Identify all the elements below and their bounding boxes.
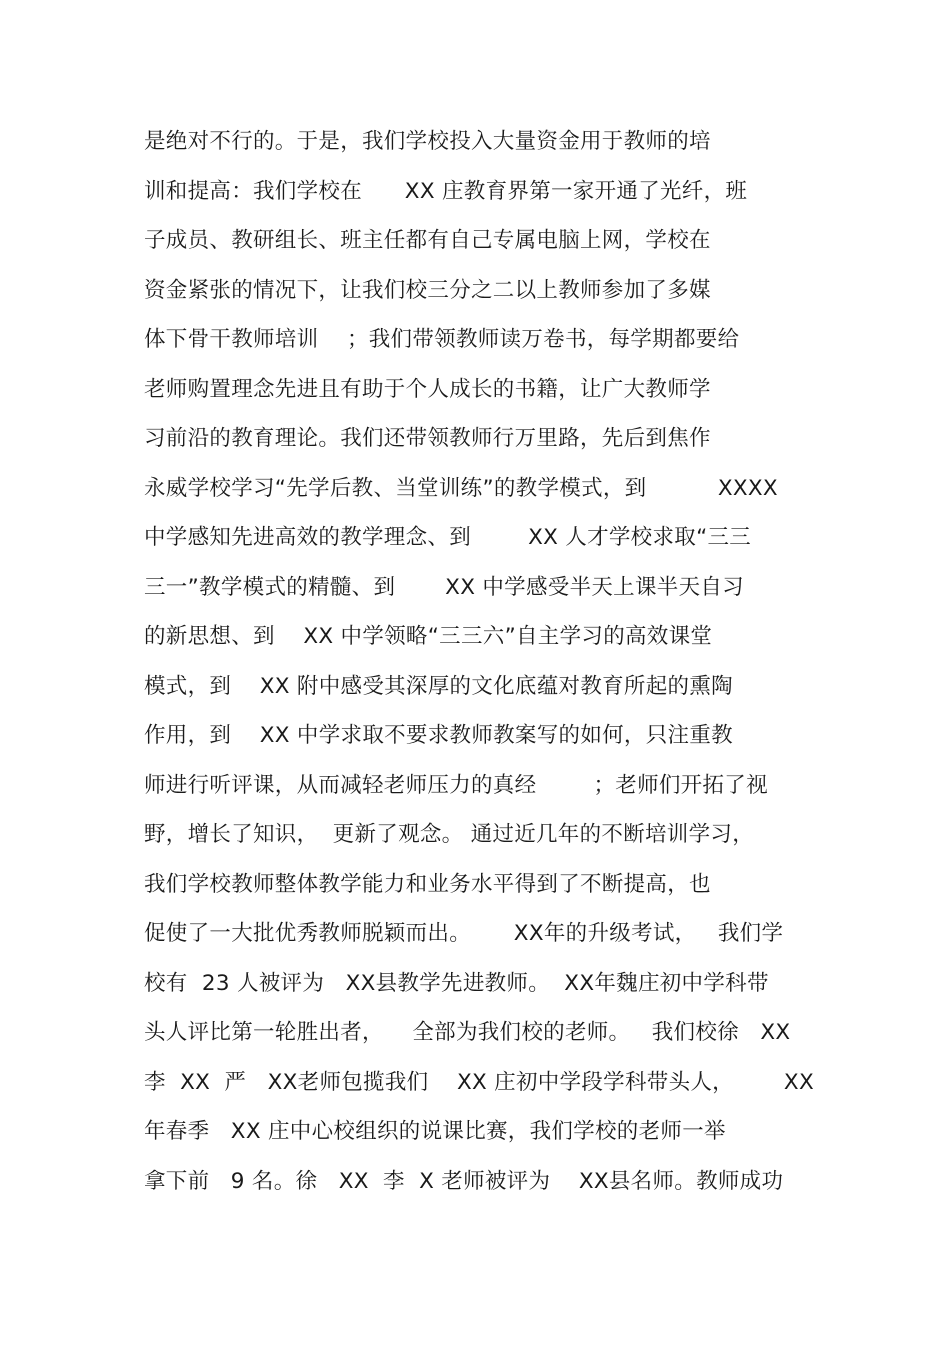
- text-line: 促使了一大批优秀教师脱颖而出。 XX年的升级考试， 我们学: [144, 921, 784, 946]
- text-line: 体下骨干教师培训 ；我们带领教师读万卷书，每学期都要给: [144, 327, 740, 352]
- text-line: 资金紧张的情况下，让我们校三分之二以上教师参加了多媒: [144, 277, 711, 303]
- text-line: 中学感知先进高效的教学理念、到 XX 人才学校求取“三三: [144, 525, 752, 550]
- text-line: 李 XX 严 XX老师包揽我们 XX 庄初中学段学科带头人， XX: [144, 1069, 814, 1095]
- text-line: 是绝对不行的。于是，我们学校投入大量资金用于教师的培: [144, 129, 711, 154]
- text-line: 师进行听评课，从而减轻老师压力的真经 ；老师们开拓了视: [144, 772, 768, 798]
- text-line: 作用，到 XX 中学求取不要求教师教案写的如何，只注重教: [144, 723, 733, 748]
- text-line: 野，增长了知识， 更新了观念。 通过近几年的不断培训学习，: [144, 822, 755, 847]
- text-line: 模式，到 XX 附中感受其深厚的文化底蕴对教育所起的熏陶: [144, 673, 733, 699]
- text-line: 习前沿的教育理论。我们还带领教师行万里路，先后到焦作: [144, 426, 711, 451]
- text-line: 我们学校教师整体教学能力和业务水平得到了不断提高，也: [144, 871, 711, 897]
- text-line: 子成员、教研组长、班主任都有自己专属电脑上网，学校在: [144, 228, 711, 253]
- text-line: 三一”教学模式的精髓、到 XX 中学感受半天上课半天自习: [144, 574, 744, 600]
- body-text: [144, 122, 834, 1211]
- text-line: 年春季 XX 庄中心校组织的说课比赛，我们学校的老师一举: [144, 1119, 726, 1144]
- text-line: 校有 23 人被评为 XX县教学先进教师。 XX年魏庄初中学科带: [144, 970, 769, 996]
- text-line: 训和提高：我们学校在 XX 庄教育界第一家开通了光纤，班: [144, 178, 748, 204]
- text-line: 头人评比第一轮胜出者， 全部为我们校的老师。 我们校徐 XX: [144, 1020, 791, 1045]
- text-line: 的新思想、到 XX 中学领略“三三六”自主学习的高效课堂: [144, 624, 713, 649]
- text-line: 老师购置理念先进且有助于个人成长的书籍，让广大教师学: [144, 376, 711, 402]
- text-line: 拿下前 9 名。徐 XX 李 X 老师被评为 XX县名师。教师成功: [144, 1168, 784, 1194]
- text-line: 永威学校学习“先学后教、当堂训练”的教学模式，到 XXXX: [144, 475, 778, 501]
